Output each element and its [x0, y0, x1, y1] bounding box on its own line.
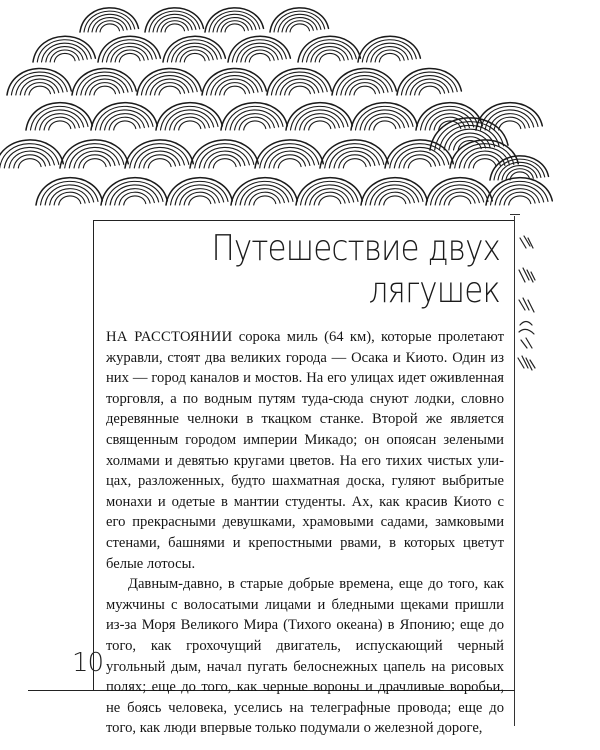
right-rule — [514, 216, 515, 726]
body-text — [106, 327, 504, 739]
wave-pattern-illustration — [0, 0, 600, 240]
paragraph-2: Давным-давно, в старые добрые времена, еще до того, как мужчины с волосатыми лицами и бледными щеками пришли из-за Моря Великого Мира (Тихого океана) в Японию; еще до того, как грохочущий двигатель, испускающий черный угольный дым, начал пугать белоснежных цапель на рисовых полях; еще до того, как черные вороны и драчливые воробьи, не боясь человека, уселись на телеграфные провода; еще до того, как люди впервые только подумали о железной дороге, — [106, 576, 504, 737]
crop-mark — [510, 214, 520, 215]
paragraph-1 — [106, 327, 504, 574]
margin-ornament — [516, 230, 538, 380]
chapter-title-line-2: лягушек — [368, 270, 500, 311]
lead-in: НА РАССТОЯНИИ — [106, 329, 233, 345]
paragraph-1-text: сорока миль (64 км), которые пролетают журавли, стоят два великих города — Осака и Киото. Один из них — город каналов и мостов. На его улицах идет оживленная торговля, а по водным путям туда-сюда снуют лодки, словно деревянные челноки в ткацком станке. Второй же является священным городом империи Микадо; он опоясан зелеными холмами и девятью кругами цветов. На его тихих чистых улицах, разложенных, будто шахматная доска, гуляют выбритые монахи и одетые в мантии студенты. Ах, как красив Киото с его прекрасными девушками, храмовыми садами, замковыми стенами, башнями и крепостными рвами, в которых цветут белые лотосы. — [106, 329, 504, 572]
chapter-title-line-1: Путешествие двух — [211, 228, 500, 269]
chapter-title — [190, 228, 500, 312]
page-number: 10 — [72, 648, 104, 678]
